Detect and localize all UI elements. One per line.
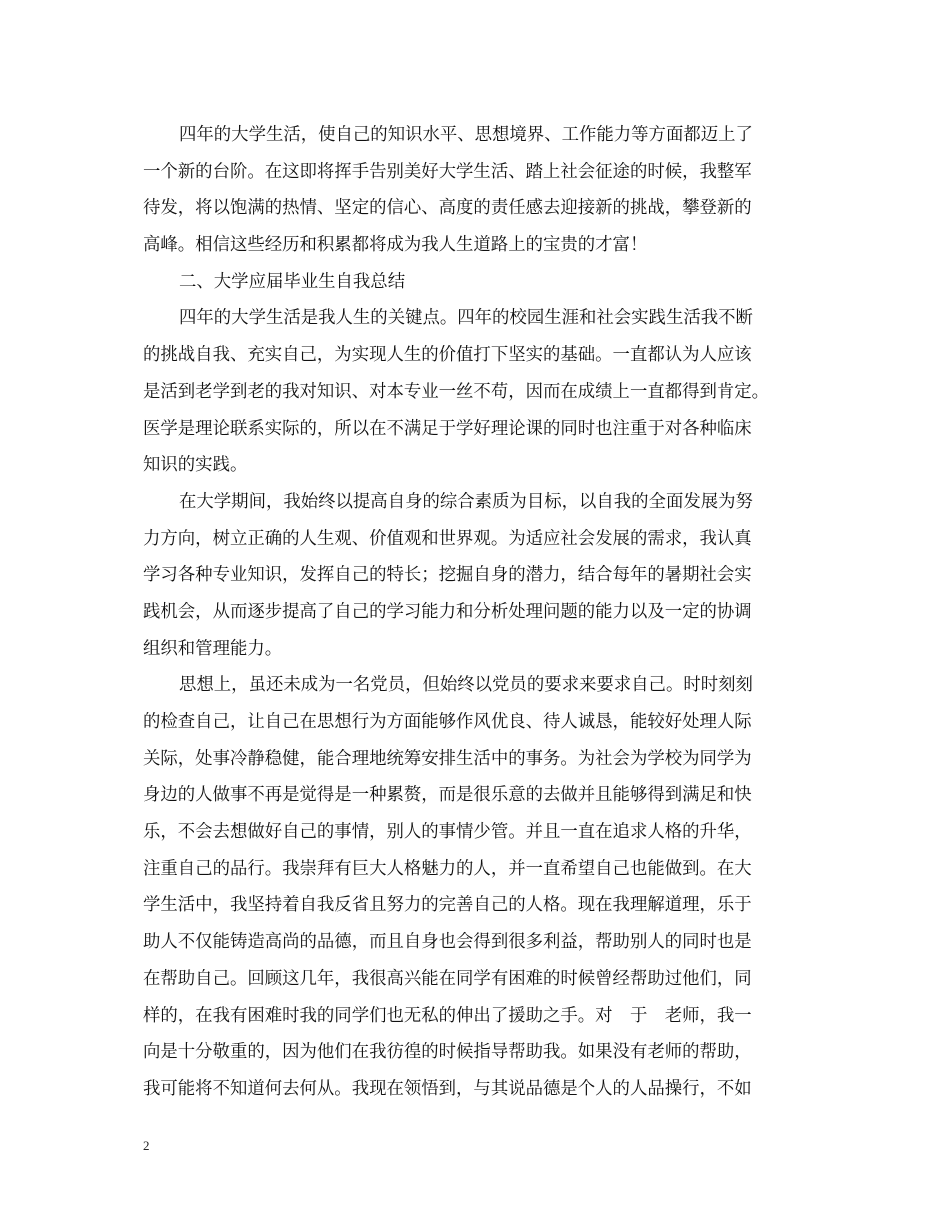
text-line: 思想上，虽还未成为一名党员，但始终以党员的要求来要求自己。时时刻刻	[179, 675, 753, 696]
text-line: 在帮助自己。回顾这几年，我很高兴能在同学有困难的时候曾经帮助过他们，同	[143, 968, 752, 989]
text-line: 待发，将以饱满的热情、坚定的信心、高度的责任感去迎接新的挑战，攀登新的	[143, 198, 752, 219]
text-line: 组织和管理能力。	[143, 638, 283, 659]
text-line: 的挑战自我、充实自己，为实现人生的价值打下坚实的基础。一直都认为人应该	[143, 345, 752, 366]
text-line: 助人不仅能铸造高尚的品德，而且自身也会得到很多利益，帮助别人的同时也是	[143, 932, 752, 953]
page-number: 2	[143, 1138, 150, 1153]
text-line: 身边的人做事不再是觉得是一种累赘，而是很乐意的去做并且能够得到满足和快	[143, 785, 752, 806]
text-line: 力方向，树立正确的人生观、价值观和世界观。为适应社会发展的需求，我认真	[143, 528, 752, 549]
text-line: 学生活中，我坚持着自我反省且努力的完善自己的人格。现在我理解道理，乐于	[143, 895, 752, 916]
text-line: 向是十分敬重的，因为他们在我彷徨的时候指导帮助我。如果没有老师的帮助，	[143, 1042, 752, 1063]
text-line: 知识的实践。	[143, 455, 248, 476]
text-line: 四年的大学生活，使自己的知识水平、思想境界、工作能力等方面都迈上了	[179, 125, 753, 145]
text-line: 的检查自己，让自己在思想行为方面能够作风优良、待人诚恳，能较好处理人际	[143, 712, 752, 732]
text-line: 关际，处事冷静稳健，能合理地统筹安排生活中的事务。为社会为学校为同学为	[143, 748, 752, 769]
text-line: 四年的大学生活是我人生的关键点。四年的校园生涯和社会实践生活我不断	[179, 308, 753, 329]
text-line: 医学是理论联系实际的，所以在不满足于学好理论课的同时也注重于对各种临床	[143, 418, 752, 439]
text-line: 我可能将不知道何去何从。我现在领悟到，与其说品德是个人的人品操行，不如	[143, 1078, 752, 1099]
text-line: 乐，不会去想做好自己的事情，别人的事情少管。并且一直在追求人格的升华，	[143, 822, 752, 843]
text-line: 高峰。相信这些经历和积累都将成为我人生道路上的宝贵的才富！	[143, 235, 648, 256]
section-heading: 二、大学应届毕业生自我总结	[179, 271, 406, 292]
text-line: 样的，在我有困难时我的同学们也无私的伸出了援助之手。对 于 老师，我一	[143, 1005, 752, 1026]
text-line: 是活到老学到老的我对知识、对本专业一丝不苟，因而在成绩上一直都得到肯定。	[143, 381, 770, 402]
text-line: 学习各种专业知识，发挥自己的特长；挖掘自身的潜力，结合每年的暑期社会实	[143, 565, 752, 586]
text-line: 一个新的台阶。在这即将挥手告别美好大学生活、踏上社会征途的时候，我整军	[143, 161, 752, 182]
text-line: 注重自己的品行。我崇拜有巨大人格魅力的人，并一直希望自己也能做到。在大	[143, 858, 752, 879]
document-body	[143, 117, 800, 1108]
text-line: 在大学期间，我始终以提高自身的综合素质为目标，以自我的全面发展为努	[179, 491, 753, 512]
text-line: 践机会，从而逐步提高了自己的学习能力和分析处理问题的能力以及一定的协调	[143, 601, 752, 622]
